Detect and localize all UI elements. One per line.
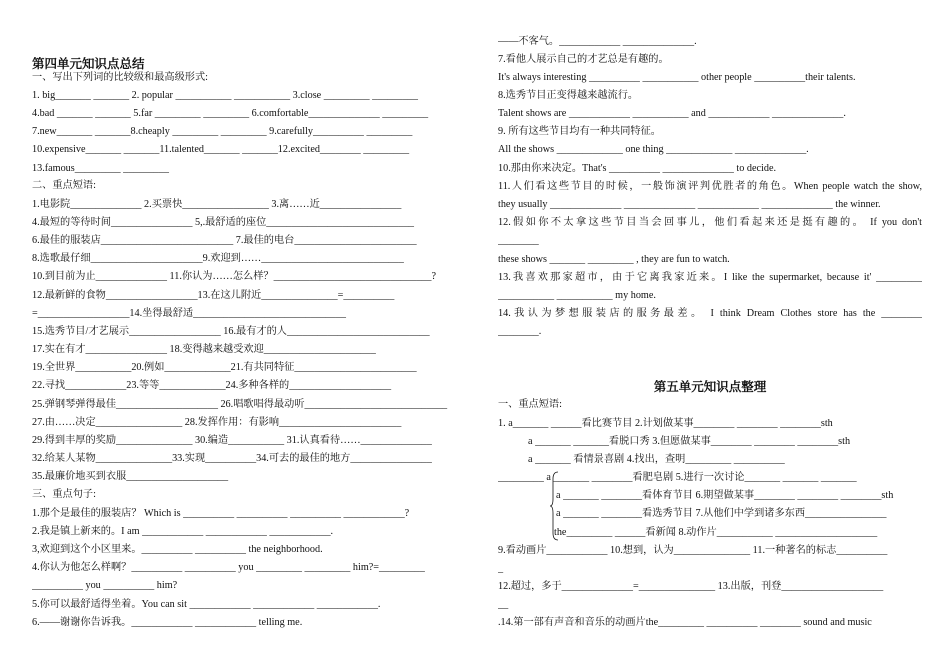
right-line-4: Talent shows are ____________ ___________ and ____________ ______________.: [498, 108, 846, 119]
left-line-28: __________ you __________ him?: [32, 580, 178, 591]
left-line-9: 6.最佳的服装店__________________________ 7.最佳的电台________________________: [32, 235, 417, 246]
right-line-6: All the shows _____________ one thing _____________ ______________.: [498, 144, 809, 155]
left-line-14: 15.选秀节目/才艺展示__________________ 16.最有才的人____________________________: [32, 326, 430, 337]
right-line-2: It's always interesting __________ ___________ other people __________their talents.: [498, 72, 856, 83]
unit5-line-12: .14.第一部有声音和音乐的动画片the_________ __________ ________ sound and music: [498, 617, 872, 628]
unit4-title: 第四单元知识点总结: [32, 57, 145, 71]
left-line-2: 4.bad _______ _______ 5.far _________ _________ 6.comfortable______________ _________: [32, 108, 429, 119]
unit5-line-10: 12.超过，多于______________=_______________ 13.出版，刊登____________________: [498, 581, 884, 592]
right-line-10: 12.假如你不太拿这些节目当会回事儿，他们看起来还是挺有趣的。 If you don't: [498, 217, 922, 228]
left-line-26: 3,欢迎到这个小区里来。__________ __________ the neighborhood.: [32, 544, 323, 555]
unit5-line-7: the_________ ______看新闻 8.动作片___________ ____________________: [554, 527, 878, 538]
left-line-20: 29.得到丰厚的奖励_______________ 30.编造___________ 31.认真看待……______________: [32, 435, 432, 446]
right-line-1: 7.看他人展示自己的才艺总是有趣的。: [498, 54, 669, 65]
right-line-9: they usually ______________ ______________ ____________ ______________ the winner.: [498, 199, 881, 210]
left-line-15: 17.实在有才________________ 18.变得越来越受欢迎______________________: [32, 344, 376, 355]
right-line-7: 10.那由你来决定。That's __________ ______________ to decide.: [498, 163, 777, 174]
left-line-4: 10.expensive_______ _______11.talented_______ _______12.excited________ _________: [32, 144, 410, 155]
unit5-line-8: 9.看动画片____________ 10.想到，认为_______________ 11.一种著名的标志__________: [498, 545, 888, 556]
left-line-24: 1.那个是最佳的服装店？ Which is __________ __________ __________ ____________?: [32, 508, 410, 519]
left-line-21: 32.给某人某物_______________33.实现__________34.可去的最佳的地方________________: [32, 453, 432, 464]
left-line-16: 19.全世界___________20.例如_____________21.有共同特征________________________: [32, 362, 417, 373]
left-line-29: 5.你可以最舒适得坐着。You can sit ____________ ____________ ____________.: [32, 599, 381, 610]
left-line-6: 二、重点短语:: [32, 180, 96, 191]
unit5-line-1: 1. a_______ ______看比赛节目 2.计划做某事________ ________ ________sth: [498, 418, 833, 429]
right-line-8: 11.人们看这些节目的时候，一般饰演评判优胜者的角色。When people watch the show,: [498, 181, 922, 192]
left-line-13: =__________________14.坐得最舒适______________________________: [32, 308, 346, 319]
unit5-line-6: a _______ ________看选秀节目 7.从他们中学到诸多东西________________: [556, 508, 887, 519]
right-line-0: ——不客气。____________ ______________.: [498, 36, 697, 47]
left-line-11: 10.到目前为止______________ 11.你认为……怎么样？_______________________________?: [32, 271, 437, 282]
left-line-0: 一、写出下列词的比较级和最高级形式:: [32, 72, 209, 83]
right-line-11: ________: [498, 235, 539, 246]
left-line-7: 1.电影院______________ 2.买票快_________________ 3.离……近________________: [32, 199, 402, 210]
unit5-line-5: a _______ ________看体育节目 6.期望做某事________ ________ ________sth: [556, 490, 894, 501]
unit5-line-3: a _______ 看情景喜剧 4.找出，查明_________ __________: [528, 454, 785, 465]
left-line-25: 2.我是镇上新来的。I am ____________ ____________ ____________.: [32, 526, 334, 537]
unit5-title: 第五单元知识点整理: [653, 380, 767, 394]
left-line-1: 1. big_______ _______ 2. popular ___________ ___________ 3.close _________ _________: [32, 90, 418, 101]
left-line-8: 4.最短的等待时间________________ 5,.最舒适的座位_____________________________: [32, 217, 415, 228]
left-line-17: 22.寻找____________23.等等_____________24.多种各样的____________________: [32, 380, 392, 391]
left-line-30: 6.——谢谢你告诉我。____________ ____________ telling me.: [32, 617, 303, 628]
left-line-19: 27.由……决定_________________ 28.发挥作用：有影响________________________: [32, 417, 402, 428]
left-line-3: 7.new_______ _______8.cheaply _________ _________ 9.carefully__________ _________: [32, 126, 413, 137]
left-line-23: 三、重点句子:: [32, 489, 96, 500]
left-line-12: 12.最新鲜的食物__________________13.在这儿附近_______________=__________: [32, 290, 395, 301]
right-line-12: these shows _______ _________ , they are fun to watch.: [498, 254, 730, 265]
left-line-18: 25.弹钢琴弹得最佳____________________ 26.唱歌唱得最动听____________________________: [32, 399, 448, 410]
right-line-15: 14.我认为梦想服装店的服务最差。 I think Dream Clothes store has the ________: [498, 308, 922, 319]
right-line-5: 9. 所有这些节目均有一种共同特征。: [498, 126, 661, 137]
unit5-line-0: 一、重点短语:: [498, 399, 562, 410]
right-line-3: 8.选秀节目正变得越来越流行。: [498, 90, 639, 101]
unit5-line-11: __: [498, 599, 509, 610]
unit5-line-9: _: [498, 563, 504, 574]
left-line-27: 4.你认为他怎么样啊？__________ __________ you _________ _________ him?=_________: [32, 562, 425, 573]
left-line-10: 8.选歌最仔细______________________9.欢迎到……____________________________: [32, 253, 404, 264]
right-line-13: 13.我喜欢那家超市，由于它离我家近来。I like the supermarket, because it' _________: [498, 272, 922, 283]
right-line-14: ___________ ___________ my home.: [498, 290, 656, 301]
right-line-16: ________.: [498, 326, 542, 337]
left-line-5: 13.famous_________ _________: [32, 163, 169, 174]
unit5-line-4: _________ a _______ ________看肥皂剧 5.进行一次讨论_______ _______ _______: [498, 472, 857, 483]
left-line-22: 35.最廉价地买到衣服____________________: [32, 471, 229, 482]
bracket-brace-icon: [550, 471, 560, 541]
unit5-line-2: a _______ _______看脱口秀 3.但愿做某事________ ________ ________sth: [528, 436, 851, 447]
